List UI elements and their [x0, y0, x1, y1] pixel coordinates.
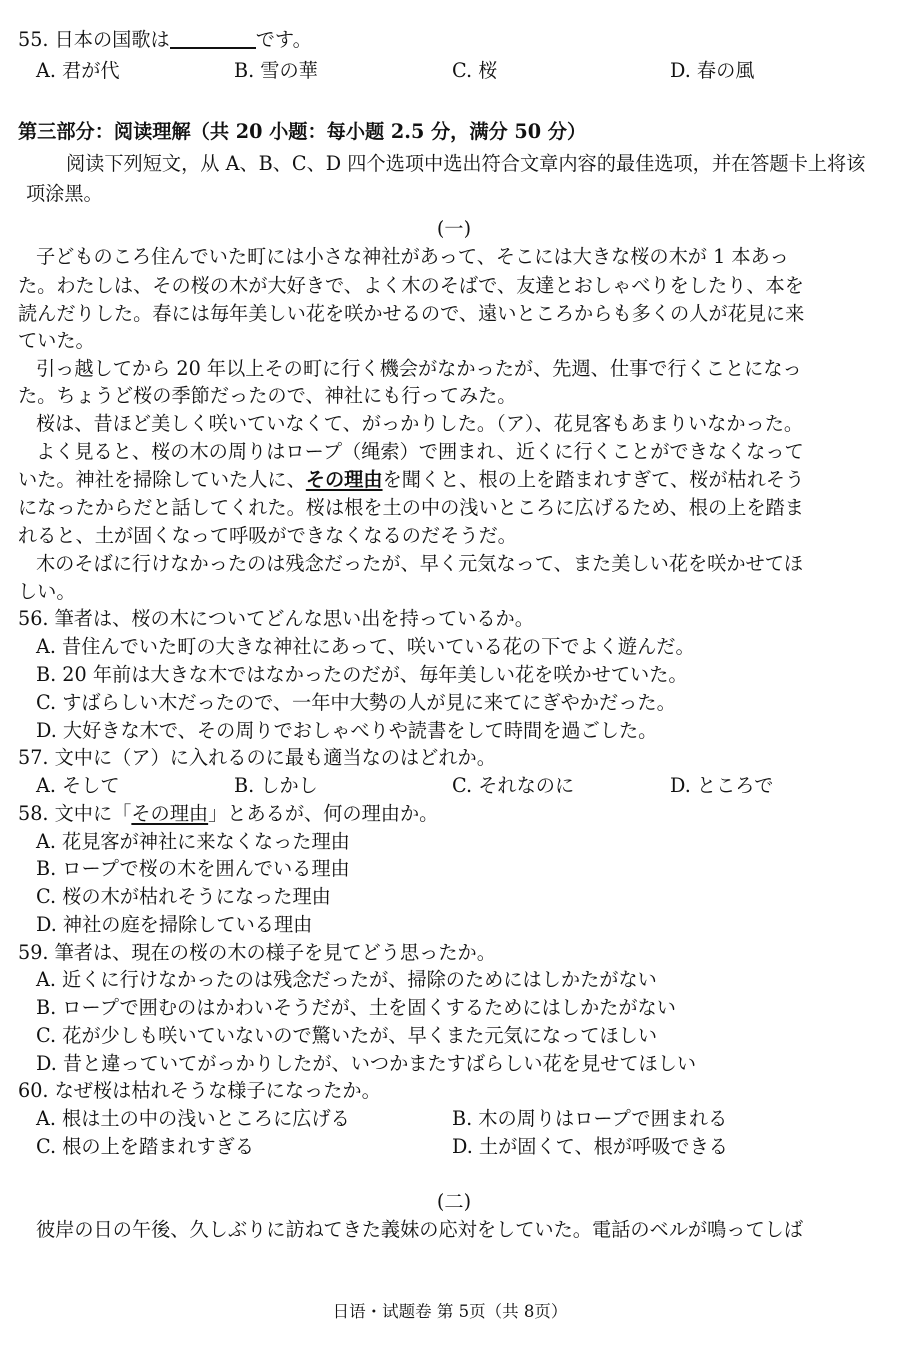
q58-option-a: A. 花見客が神社に来なくなった理由	[36, 830, 350, 853]
underlined-phrase: その理由	[131, 802, 209, 825]
question-59-stem: 59. 筆者は、現在の桜の木の様子を見てどう思ったか。	[18, 941, 496, 964]
q59-option-c: C. 花が少しも咲いていないので驚いたが、早くまた元気になってほしい	[36, 1024, 658, 1047]
q55-option-d: D. 春の風	[670, 59, 755, 82]
passage-1-heading: (一)	[436, 217, 472, 240]
q56-option-a: A. 昔住んでいた町の大きな神社にあって、咲いている花の下でよく遊んだ。	[36, 635, 695, 658]
q60-option-c: C. 根の上を踏まれすぎる	[36, 1135, 255, 1158]
question-57-stem: 57. 文中に（ア）に入れるのに最も適当なのはどれか。	[18, 746, 496, 769]
passage-1-line: 子どものころ住んでいた町には小さな神社があって、そこには大きな桜の木が 1 本あっ	[36, 245, 789, 268]
q57-option-c: C. それなのに	[452, 774, 575, 797]
q55-option-c: C. 桜	[452, 59, 498, 82]
section-3-title: 第三部分：阅读理解（共 20 小题：每小题 2.5 分，满分 50 分）	[18, 120, 587, 143]
underlined-phrase: その理由	[305, 468, 383, 491]
q59-option-a: A. 近くに行けなかったのは残念だったが、掃除のためにはしかたがない	[36, 968, 657, 991]
q56-option-d: D. 大好きな木で、その周りでおしゃべりや読書をして時間を過ごした。	[36, 719, 658, 742]
q56-option-c: C. すばらしい木だったので、一年中大勢の人が見に来てにぎやかだった。	[36, 691, 676, 714]
q58-option-b: B. ロープで桜の木を囲んでいる理由	[36, 857, 350, 880]
passage-1-line: しい。	[18, 580, 76, 603]
page-footer: 日语・试题卷 第 5页（共 8页）	[332, 1302, 568, 1321]
answer-blank	[170, 29, 256, 49]
question-55-stem: 55. 日本の国歌は です。	[18, 28, 312, 51]
q59-option-b: B. ロープで囲むのはかわいそうだが、土を固くするためにはしかたがない	[36, 996, 676, 1019]
passage-1-line: ていた。	[18, 329, 95, 352]
section-3-instruction-cont: 项涂黑。	[26, 182, 103, 205]
passage-2-line: 彼岸の日の午後、久しぶりに訪ねてきた義妹の応対をしていた。電話のベルが鳴ってしば	[36, 1218, 804, 1241]
question-56-stem: 56. 筆者は、桜の木についてどんな思い出を持っているか。	[18, 607, 534, 630]
passage-1-line: 読んだりした。春には毎年美しい花を咲かせるので、遠いところからも多くの人が花見に来	[18, 302, 805, 325]
q60-option-d: D. 土が固くて、根が呼吸できる	[452, 1135, 728, 1158]
q56-option-b: B. 20 年前は大きな木ではなかったのだが、毎年美しい花を咲かせていた。	[36, 663, 688, 686]
passage-1-line: いた。神社を掃除していた人に、その理由を聞くと、根の上を踏まれすぎて、桜が枯れそう	[18, 468, 805, 491]
question-60-stem: 60. なぜ桜は枯れそうな様子になったか。	[18, 1079, 381, 1102]
passage-1-line: 木のそばに行けなかったのは残念だったが、早く元気なって、また美しい花を咲かせてほ	[36, 552, 804, 575]
passage-1-line: 引っ越してから 20 年以上その町に行く機会がなかったが、先週、仕事で行くことになっ	[36, 357, 802, 380]
passage-1-line: た。ちょうど桜の季節だったので、神社にも行ってみた。	[18, 384, 517, 407]
passage-1-line: た。わたしは、その桜の木が大好きで、よく木のそばで、友達とおしゃべりをしたり、本を	[18, 274, 804, 297]
q58-option-d: D. 神社の庭を掃除している理由	[36, 913, 313, 936]
q57-option-a: A. そして	[36, 774, 120, 797]
q60-option-b: B. 木の周りはロープで囲まれる	[452, 1107, 728, 1130]
passage-1-line: れると、土が固くなって呼吸ができなくなるのだそうだ。	[18, 524, 517, 547]
passage-1-line: 桜は、昔ほど美しく咲いていなくて、がっかりした。（ア）、花見客もあまりいなかった。	[36, 412, 804, 435]
passage-1-line: よく見ると、桜の木の周りはロープ（绳索）で囲まれ、近くに行くことができなくなって	[36, 440, 804, 463]
q55-option-a: A. 君が代	[36, 59, 120, 82]
passage-1-line: になったからだと話してくれた。桜は根を土の中の浅いところに広げるため、根の上を踏ま	[18, 496, 804, 519]
q58-option-c: C. 桜の木が枯れそうになった理由	[36, 885, 331, 908]
section-3-instruction: 阅读下列短文，从 A、B、C、D 四个选项中选出符合文章内容的最佳选项，并在答题卡上将该	[66, 152, 866, 175]
q59-option-d: D. 昔と違っていてがっかりしたが、いつかまたすばらしい花を見せてほしい	[36, 1052, 697, 1075]
q57-option-b: B. しかし	[234, 774, 318, 797]
q55-option-b: B. 雪の華	[234, 59, 318, 82]
q60-option-a: A. 根は土の中の浅いところに広げる	[36, 1107, 350, 1130]
passage-2-heading: (二)	[436, 1190, 472, 1213]
question-58-stem: 58. 文中に「その理由」とあるが、何の理由か。	[18, 802, 439, 825]
q57-option-d: D. ところで	[670, 774, 774, 797]
